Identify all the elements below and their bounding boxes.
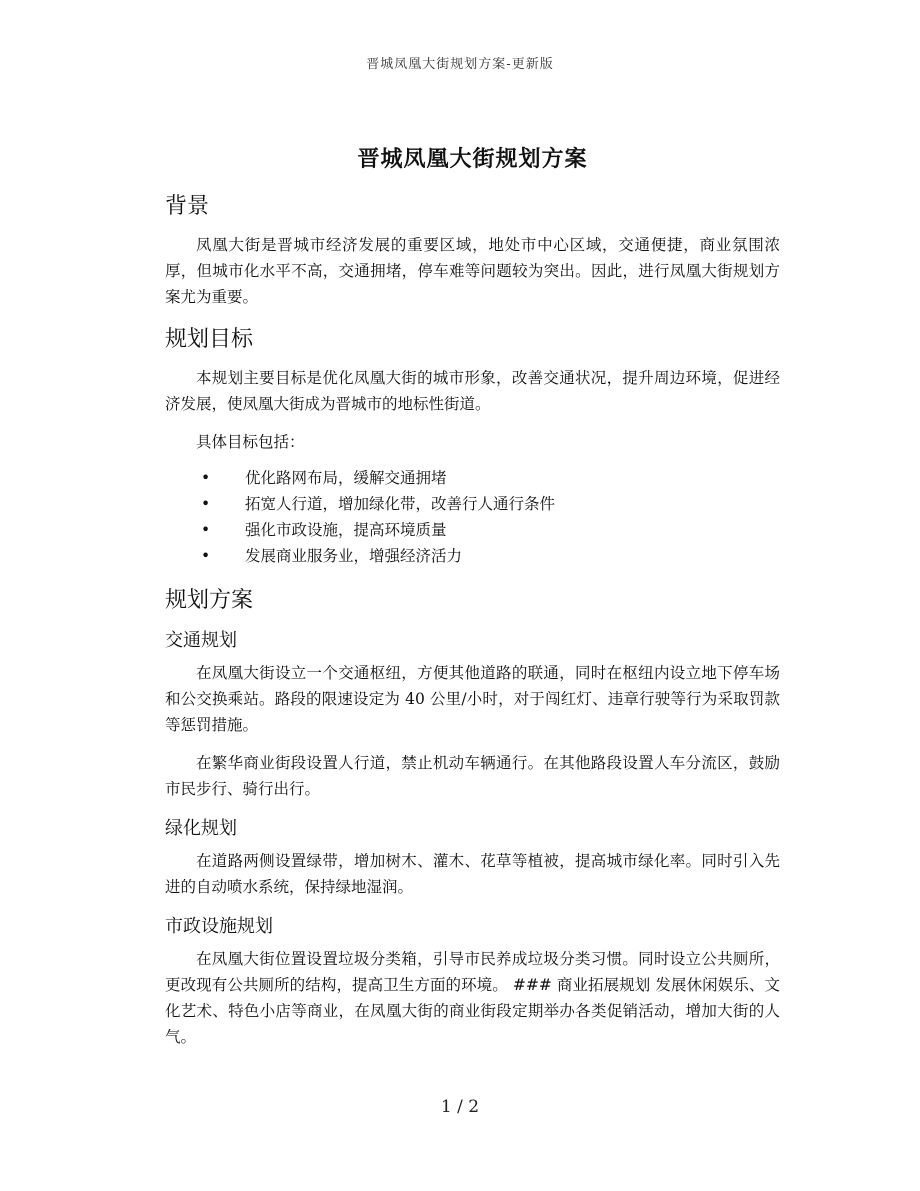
bullet-icon: • (201, 521, 211, 539)
section-heading-plan: 规划方案 (165, 588, 254, 613)
page-number: 1 / 2 (440, 1097, 480, 1117)
subsection-heading-greening: 绿化规划 (165, 818, 237, 839)
background-paragraph: 凤凰大街是晋城市经济发展的重要区域，地处市中心区域，交通便捷，商业氛围浓厚，但城市化水平不高，交通拥堵，停车难等问题较为突出。因此，进行凤凰大街规划方案尤为重要。 (165, 236, 780, 306)
bullet-icon: • (201, 495, 211, 513)
list-item (165, 491, 780, 517)
section-heading-background: 背景 (165, 194, 210, 219)
traffic-paragraph-1: 在凤凰大街设立一个交通枢纽，方便其他道路的联通，同时在枢纽内设立地下停车场和公交换乘站。路段的限速设定为 40 公里/小时，对于闯红灯、违章行驶等行为采取罚款等惩罚措施。 (165, 664, 780, 734)
goals-paragraph: 本规划主要目标是优化凤凰大街的城市形象，改善交通状况，提升周边环境，促进经济发展，使凤凰大街成为晋城市的地标性街道。 (165, 369, 780, 413)
traffic-paragraph-2: 在繁华商业街段设置人行道，禁止机动车辆通行。在其他路段设置人车分流区，鼓励市民步行、骑行出行。 (165, 754, 780, 798)
greening-paragraph: 在道路两侧设置绿带，增加树木、灌木、花草等植被，提高城市绿化率。同时引入先进的自动喷水系统，保持绿地湿润。 (165, 852, 780, 896)
bullet-icon: • (201, 469, 211, 487)
goals-list-intro: 具体目标包括： (196, 433, 305, 451)
subsection-heading-municipal: 市政设施规划 (165, 916, 273, 937)
list-item-text: 强化市政设施，提高环境质量 (245, 521, 447, 539)
document-body (165, 142, 780, 1062)
section-heading-goals: 规划目标 (165, 327, 254, 352)
list-item-text: 拓宽人行道，增加绿化带，改善行人通行条件 (245, 495, 556, 513)
goals-list (165, 465, 780, 569)
list-item (165, 543, 780, 569)
list-item-text: 发展商业服务业，增强经济活力 (245, 547, 463, 565)
municipal-paragraph: 在凤凰大街位置设置垃圾分类箱，引导市民养成垃圾分类习惯。同时设立公共厕所，更改现有公共厕所的结构，提高卫生方面的环境。 ### 商业拓展规划 发展休闲娱乐、文化艺术、特色小店等商业，在凤凰大街的商业街段定期举办各类促销活动，增加大街的人气。 (165, 950, 780, 1046)
running-header: 晋城凤凰大街规划方案-更新版 (366, 57, 554, 72)
document-title: 晋城凤凰大街规划方案 (357, 147, 588, 172)
subsection-heading-traffic: 交通规划 (165, 630, 237, 651)
list-item (165, 465, 780, 491)
bullet-icon: • (201, 547, 211, 565)
list-item-text: 优化路网布局，缓解交通拥堵 (245, 469, 447, 487)
list-item (165, 517, 780, 543)
